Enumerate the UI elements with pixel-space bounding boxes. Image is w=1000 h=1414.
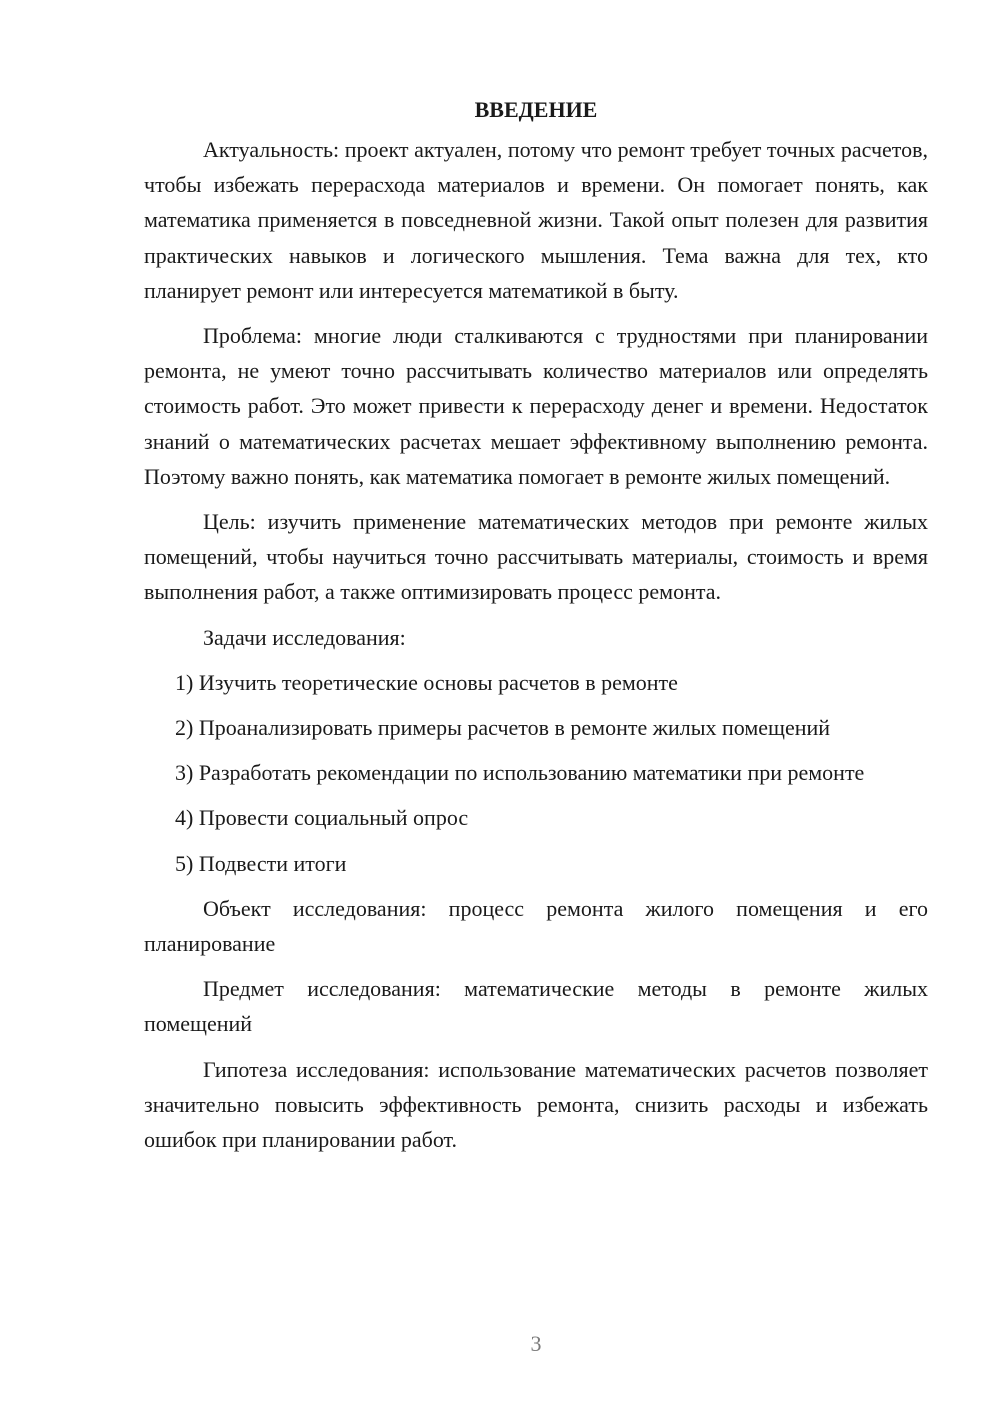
subject-paragraph: Предмет исследования: математические методы в ремонте жилых помещений: [144, 976, 928, 1037]
task-item-1: 1) Изучить теоретические основы расчетов в ремонте: [175, 669, 678, 695]
page-number: 3: [530, 1331, 542, 1356]
section-title: ВВЕДЕНИЕ: [474, 97, 598, 122]
relevance-paragraph: Актуальность: проект актуален, потому что ремонт требует точных расчетов, чтобы избежать перерасхода материалов и времени. Он помогает понять, как математика применяется в повседневной жизни. Такой опыт полезен для развития практических навыков и логического мышления. Тема важна для тех, кто планирует ремонт или интересуется математикой в быту.: [144, 137, 928, 303]
tasks-heading: Задачи исследования:: [203, 624, 406, 650]
goal-paragraph: Цель: изучить применение математических методов при ремонте жилых помещений, чтобы научиться точно рассчитывать материалы, стоимость и время выполнения работ, а также оптимизировать процесс ремонта.: [144, 509, 928, 605]
problem-paragraph: Проблема: многие люди сталкиваются с трудностями при планировании ремонта, не умеют точно рассчитывать количество материалов или определять стоимость работ. Это может привести к перерасходу денег и времени. Недостаток знаний о математических расчетах мешает эффективному выполнению ремонта. Поэтому важно понять, как математика помогает в ремонте жилых помещений.: [144, 323, 928, 489]
hypothesis-paragraph: Гипотеза исследования: использование математических расчетов позволяет значительно повысить эффективность ремонта, снизить расходы и избежать ошибок при планировании работ.: [144, 1056, 928, 1153]
task-item-2: 2) Проанализировать примеры расчетов в ремонте жилых помещений: [175, 715, 831, 741]
document-page: [144, 92, 928, 1167]
task-item-5: 5) Подвести итоги: [175, 850, 347, 876]
task-item-4: 4) Провести социальный опрос: [175, 805, 469, 831]
object-paragraph: Объект исследования: процесс ремонта жилого помещения и его планирование: [144, 895, 928, 957]
task-item-3: 3) Разработать рекомендации по использованию математики при ремонте: [175, 760, 865, 786]
